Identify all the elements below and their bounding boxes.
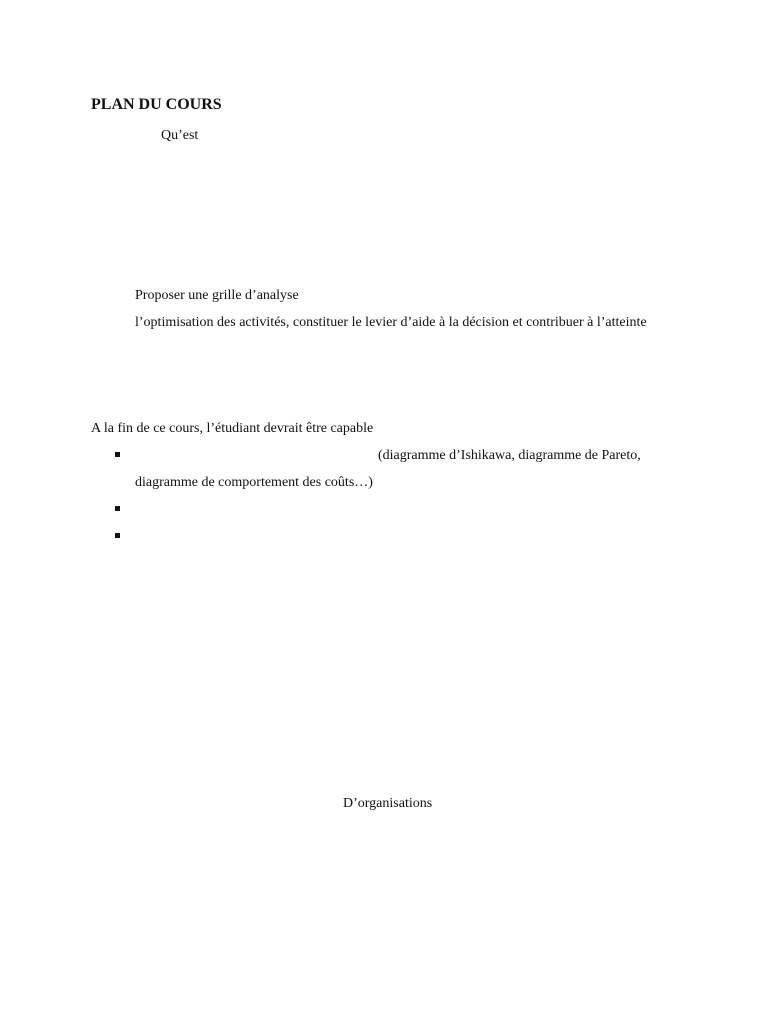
- intro-fragment: Qu’est: [161, 128, 199, 143]
- page-title: PLAN DU COURS: [91, 96, 222, 113]
- outcomes-lead: A la fin de ce cours, l’étudiant devrait être capable: [91, 421, 374, 436]
- bullet-marker-1: [115, 452, 120, 457]
- objective-line-1: Proposer une grille d’analyse: [135, 288, 299, 303]
- bullet-1-continuation: diagramme de comportement des coûts…): [135, 475, 373, 490]
- footer-word: D’organisations: [343, 796, 433, 811]
- bullet-marker-2: [115, 506, 120, 511]
- bullet-1-text: (diagramme d’Ishikawa, diagramme de Pareto,: [378, 448, 641, 463]
- objective-line-2: l’optimisation des activités, constituer le levier d’aide à la décision et contribuer à l’atteinte: [135, 315, 647, 330]
- bullet-marker-3: [115, 533, 120, 538]
